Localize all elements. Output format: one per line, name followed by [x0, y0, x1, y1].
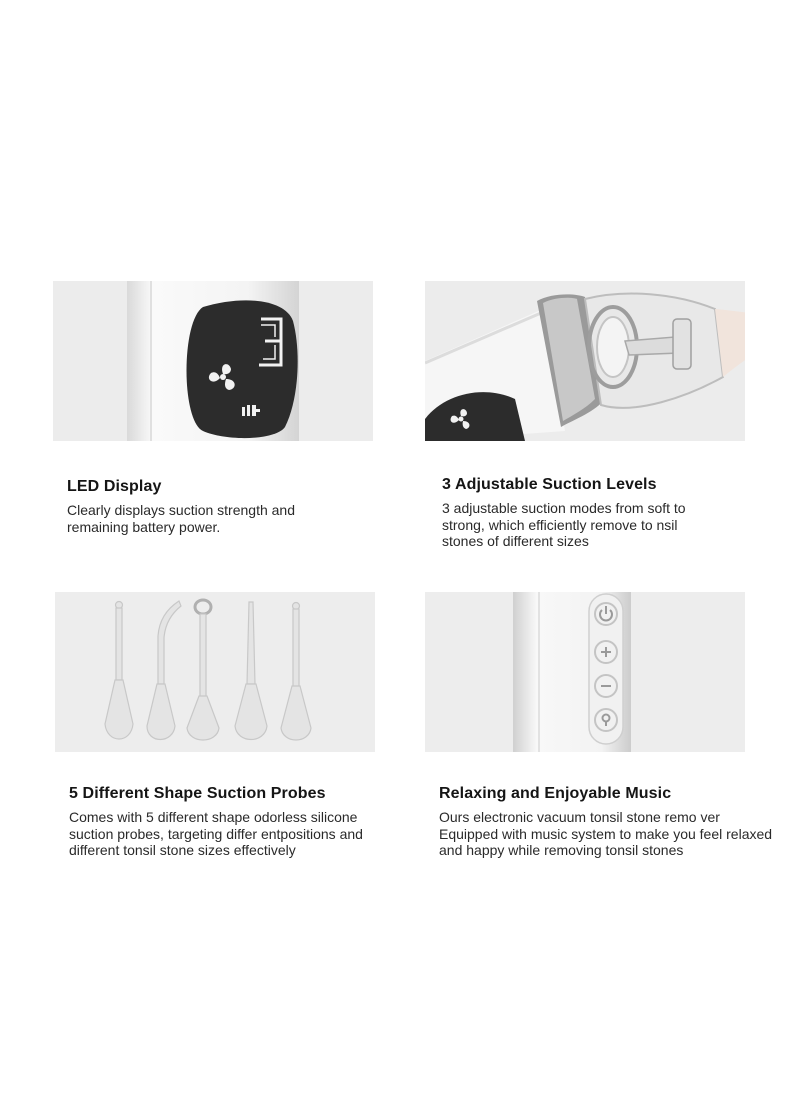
feature-description: 3 adjustable suction modes from soft to strong, which efficiently remove to nsil stones of different sizes [442, 500, 686, 549]
probes-image [55, 592, 375, 752]
suction-head-illustration [425, 281, 745, 441]
feature-music [439, 785, 789, 859]
probes-illustration [55, 592, 375, 752]
feature-description: Clearly displays suction strength and remaining battery power. [67, 502, 296, 535]
led-display-image [53, 281, 373, 441]
feature-title: Relaxing and Enjoyable Music [439, 785, 672, 802]
feature-description: Ours electronic vacuum tonsil stone remo ver Equipped with music system to make you feel relaxed and happy while removing tonsil stones [439, 809, 773, 858]
led-display-illustration [53, 281, 373, 441]
control-buttons-image [425, 592, 745, 752]
feature-title: LED Display [67, 478, 162, 495]
feature-title: 5 Different Shape Suction Probes [69, 785, 326, 802]
suction-head-image [425, 281, 745, 441]
feature-title: 3 Adjustable Suction Levels [442, 476, 657, 493]
feature-led-display [67, 478, 417, 535]
feature-description: Comes with 5 different shape odorless silicone suction probes, targeting differ entpositions and different tonsil stone sizes effectively [69, 809, 363, 858]
control-buttons-illustration [425, 592, 745, 752]
feature-suction-levels [442, 476, 792, 550]
feature-suction-probes [69, 785, 419, 859]
